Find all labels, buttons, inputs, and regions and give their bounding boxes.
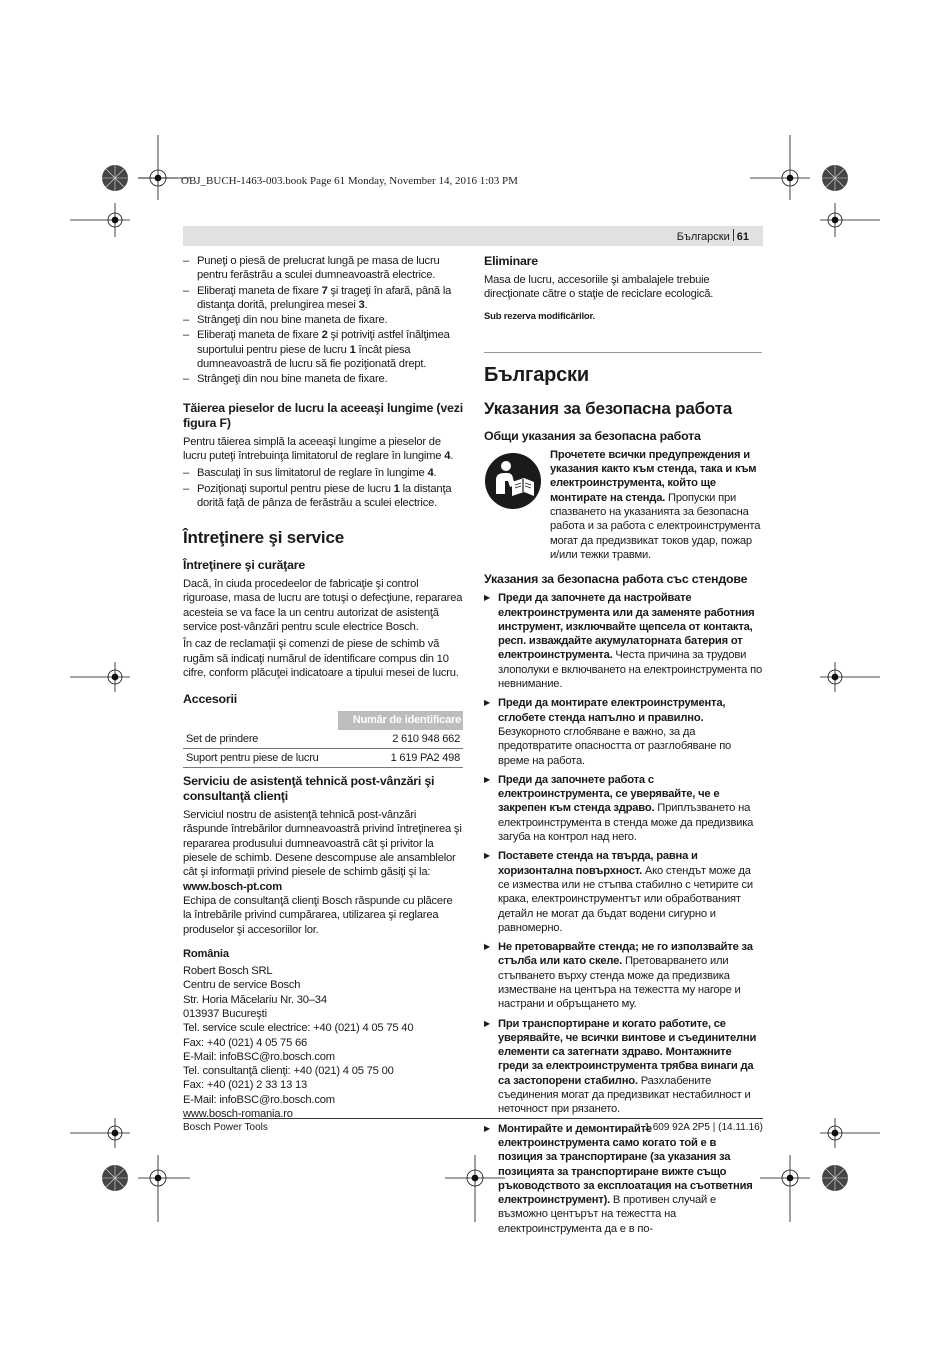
safety-title: Указания за безопасна работа — [484, 398, 733, 418]
file-info: OBJ_BUCH-1463-003.book Page 61 Monday, November 14, 2016 1:03 PM — [181, 175, 518, 187]
address-block: Robert Bosch SRL Centru de service Bosch Str. Horia Măcelariu Nr. 30–34 013937 Bucureşti Tel. service scule electrice: +40 (021) 4 05 75 40 Fax: +40 (021) 4 05 75 66 E-Mail: infoBSC@ro.bosch.com Tel. consultanţă clienţi: +40 (021) 4 05 75 00 Fax: +40 (021) 2 33 13 13 E-Mail: infoBSC@ro.bosch.com www.bosch-romania.ro — [183, 965, 414, 1121]
list-item: ▶ Преди да започнете работа с електроинструмента, се уверявайте, че е закрепен към стенда здраво. Приплъзването на електроинструмента в стенда може да предизвика загуба на контрол над него. — [484, 773, 762, 844]
footer-rule — [183, 1118, 763, 1119]
list-item: ▶ Преди да монтирате електроинструмента, сглобете стенда напълно и правилно. Безукорното сглобяване е важно, за да предотвратите опасността от разглобяване по време на работа. — [484, 696, 762, 767]
stand-title: Указания за безопасна работа със стендове — [484, 572, 748, 587]
same-length-title: Tăierea pieselor de lucru la aceeaşi lungime (vezi figura F) — [183, 400, 463, 430]
language-title: Български — [484, 363, 589, 386]
list-item: – Puneţi o piesă de prelucrat lungă pe masa de lucru pentru ferăstrău a sculei dumneavoastră electrice. — [183, 254, 463, 283]
list-item: – Poziţionaţi suportul pentru piese de lucru 1 la distanţa dorită faţă de pânza de ferăstrău a sculei electrice. — [183, 482, 463, 511]
disposal-text: Masa de lucru, accesoriile şi ambalajele trebuie direcţionate către o staţie de reciclare ecologică. — [484, 274, 714, 301]
crosshair-mark-icon — [138, 135, 178, 200]
list-item: – Strângeţi din nou bine maneta de fixare. — [183, 313, 463, 327]
cleaning-title: Întreţinere şi curăţare — [183, 558, 306, 573]
intro-list — [183, 254, 463, 387]
maintenance-title: Întreţinere şi service — [183, 528, 344, 548]
page-number: 61 — [736, 231, 749, 243]
service-paragraph-2: Echipa de consultanţă clienţi Bosch răspunde cu plăcere la întrebările privind cumpărarea, utilizarea şi reglarea produselor şi accesoriilor lor. — [183, 894, 453, 936]
disposal-title: Eliminare — [484, 254, 538, 268]
list-item: – Basculaţi în sus limitatorul de reglare în lungime 4. — [183, 466, 463, 480]
same-length-list — [183, 466, 463, 510]
reserve-note: Sub rezerva modificărilor. — [484, 310, 595, 322]
footer-doc-number: 1 609 92A 2P5 | (14.11.16) — [644, 1122, 763, 1133]
accessories-table — [183, 711, 463, 768]
service-paragraph-1: Serviciul nostru de asistenţă tehnică post-vânzări răspunde întrebărilor dumneavoastră privind întreţinerea şi repararea produsului dumneavoastră cât şi privitor la piesele de schimb. Desene descompuse ale ansamblelor cât şi informaţii privind piesele de schimb găsiţi şi la: — [183, 809, 462, 879]
cleaning-paragraph-1: Dacă, în ciuda procedeelor de fabricaţie şi control riguroase, masa de lucru are totuşi o defecţiune, repararea acesteia se va face la un centru autorizat de asistenţă service post-vânzări pentru scule electrice Bosch. — [183, 578, 463, 634]
list-item: ▶ Поставете стенда на твърда, равна и хоризонтална повърхност. Ако стендът може да се измества или не стъпва стабилно с четирите си крака, електроинструментът или обработваният детайл не могат да бъдат водени сигурно и равномерно. — [484, 849, 762, 935]
list-item: ▶ Монтирайте и демонтирайте електроинструмента само когато той е в позиция за транспортиране (за указания за позицията за транспортиране вижте също ръководството за експлоатация на съответния електроинструмент). В противен случай е възможно центърът на тежестта на електроинструмента да е в по- — [484, 1122, 762, 1236]
list-item: – Eliberaţi maneta de fixare 7 şi trageţi în afară, până la distanţa dorită, prelungirea mesei 3. — [183, 284, 463, 313]
table-row: Suport pentru piese de lucru 1 619 PA2 498 — [183, 748, 463, 767]
same-length-text: Pentru tăierea simplă la aceeaşi lungime a pieselor de lucru puteţi întrebuinţa limitatorul de reglare în lungime 4. — [183, 435, 454, 462]
list-item: ▶ Не претоварвайте стенда; не го използвайте за стълба или като скеле. Претоварването или стъпването върху стенда може да предизвика изместване на центъра на тежестта му нагоре и настрани и обръщането му. — [484, 940, 762, 1011]
general-title: Общи указания за безопасна работа — [484, 428, 701, 443]
list-item: ▶ Преди да започнете да настройвате електроинструмента или да заменяте работния инструмент, изключвайте щепсела от контакта, респ. изваждайте акумулаторната батерия от електроинструмента. Честа причина за трудови злополуки е включването на електроинструмента по невнимание. — [484, 591, 762, 691]
service-title: Serviciu de asistenţă tehnică post-vânzări şi consultanţă clienţi — [183, 774, 435, 804]
footer-brand: Bosch Power Tools — [183, 1122, 268, 1133]
list-item: – Strângeţi din nou bine maneta de fixare. — [183, 372, 463, 386]
right-column — [484, 254, 762, 1241]
list-item: – Eliberaţi maneta de fixare 2 şi potriviţi astfel înălţimea suportului pentru piese de lucru 1 încât piesa dumneavoastră de lucru să fie poziţionată drept. — [183, 328, 463, 371]
service-url[interactable]: www.bosch-pt.com — [183, 880, 282, 893]
country-label: România — [183, 947, 229, 960]
accessories-header: Număr de identificare — [338, 711, 463, 729]
header-language: Български — [676, 231, 730, 243]
left-column — [183, 254, 463, 1121]
table-row: Set de prindere 2 610 948 662 — [183, 730, 463, 749]
cleaning-paragraph-2: În caz de reclamaţii şi comenzi de piese de schimb vă rugăm să indicaţi numărul de identificare compus din 10 cifre, conform plăcuţei indicatoare a tipului mesei de lucru. — [183, 638, 459, 679]
accessories-title: Accesorii — [183, 692, 237, 707]
page-header — [183, 226, 763, 246]
stand-list — [484, 591, 762, 1236]
list-item: ▶ При транспортиране и когато работите, се уверявайте, че всички винтове и съединителни елементи са затегнати здраво. Монтажните греди за електроинструмента трябва винаги да са застопорени стабилно. Разхлабените съединения могат да предизвикат нестабилност и неточност при рязането. — [484, 1017, 762, 1117]
general-warning: Прочетете всички предупреждения и указания както към стенда, така и към електроинструмента, който ще монтирате на стенда. Пропуски при спазването на указанията за безопасна работа и за работа с електроинструмента могат да предизвикат токов удар, пожар и/или тежки травми. — [484, 448, 762, 562]
read-manual-icon — [484, 452, 542, 510]
